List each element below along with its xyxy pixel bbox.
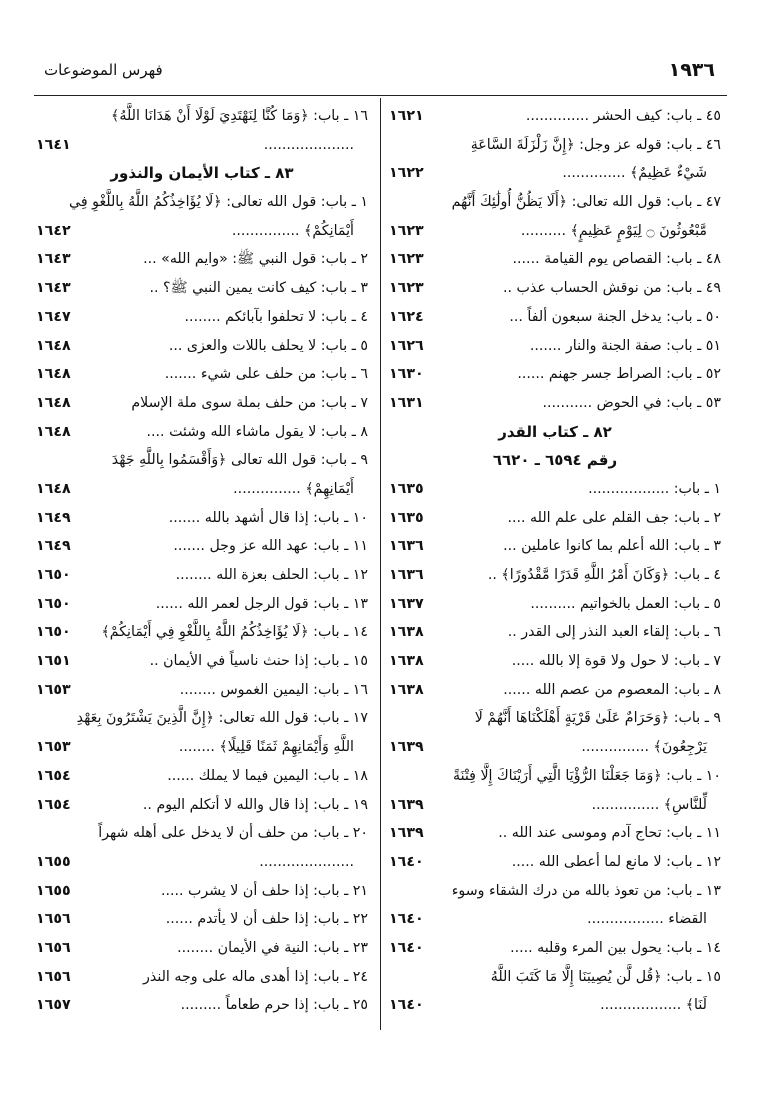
- entry-title: ٥٠ ـ باب: يدخل الجنة سبعون ألفاً ...: [509, 308, 721, 325]
- entry-title: ١٩ ـ باب: إذا قال والله لا أتكلم اليوم ..: [142, 796, 368, 813]
- index-entry: [36, 360, 368, 389]
- entry-page-number: ١٦٥٣: [36, 739, 71, 756]
- index-entry: [389, 647, 721, 676]
- index-entry: [389, 905, 721, 934]
- entry-title: ١٧ ـ باب: قول الله تعالى: ﴿إِنَّ الَّذِينَ يَشْتَرُونَ بِعَهْدِ: [76, 710, 368, 727]
- entry-title: ١٠ ـ باب: ﴿وَمَا جَعَلْنَا الرُّؤْيَا الَّتِي أَرَيْنَاكَ إِلَّا فِتْنَةً: [452, 767, 721, 784]
- entry-title: ٩ ـ باب: قول الله تعالى ﴿وَأَقْسَمُوا بِاللَّهِ جَهْدَ: [111, 452, 368, 469]
- index-entry: [389, 159, 721, 188]
- entry-title: ٧ ـ باب: لا حول ولا قوة إلا بالله .....: [511, 653, 721, 670]
- entry-page-number: ١٦٣٨: [389, 653, 424, 670]
- entry-page-number: ١٦٢٦: [389, 337, 424, 354]
- entry-page-number: ١٦٤٩: [36, 509, 71, 526]
- index-entry: [389, 733, 721, 762]
- index-entry: [389, 934, 721, 963]
- index-entry: [389, 475, 721, 504]
- entry-title: ٤ ـ باب: لا تحلفوا بآبائكم ........: [184, 308, 368, 325]
- index-entry: [36, 332, 368, 361]
- entry-page-number: ١٦٤٢: [36, 222, 71, 239]
- entry-page-number: ١٦٥٥: [36, 853, 71, 870]
- index-entry: [36, 791, 368, 820]
- index-entry: [36, 131, 368, 160]
- entry-title: ٦ ـ باب: إلقاء العبد النذر إلى القدر ..: [507, 624, 721, 641]
- column-divider: [380, 98, 381, 1030]
- index-entry: [36, 504, 368, 533]
- entry-page-number: ١٦٥٠: [36, 567, 71, 583]
- entry-title: .....................: [259, 853, 354, 870]
- entry-title: مَّبْعُوثُونَ ۝ لِيَوْمٍ عَظِيمٍ﴾ ..........: [520, 222, 707, 239]
- entry-title: ٤ ـ باب: ﴿وَكَانَ أَمْرُ اللَّهِ قَدَرًا مَّقْدُورًا﴾ ..: [487, 567, 721, 583]
- entry-title: ٢٠ ـ باب: من حلف أن لا يدخل على أهله شهراً: [98, 825, 368, 842]
- index-entry: [389, 561, 721, 590]
- index-entry: [36, 389, 368, 418]
- entry-page-number: ١٦٣٥: [389, 509, 424, 526]
- entry-title: ١ ـ باب: ..................: [588, 480, 721, 497]
- entry-title: ٤٨ ـ باب: القصاص يوم القيامة ......: [512, 251, 721, 268]
- entry-title: يَرْجِعُونَ﴾ ...............: [581, 739, 707, 756]
- entry-title: ٣ ـ باب: كيف كانت يمين النبي ﷺ؟ ..: [149, 280, 368, 297]
- index-entry: [36, 762, 368, 791]
- entry-title: ٢١ ـ باب: إذا حلف أن لا يشرب .....: [160, 882, 368, 899]
- entry-title: ٢٣ ـ باب: النية في الأيمان ........: [177, 939, 368, 956]
- entry-page-number: ١٦٥٤: [36, 767, 71, 784]
- entry-page-number: ١٦٤٨: [36, 423, 71, 440]
- entry-page-number: ١٦٢٣: [389, 251, 424, 268]
- entry-page-number: ١٦٤٠: [389, 853, 424, 870]
- index-entry: [389, 532, 721, 561]
- entry-page-number: ١٦٤٨: [36, 480, 71, 497]
- index-entry: [389, 877, 721, 906]
- index-entry: [389, 991, 721, 1020]
- entry-page-number: ١٦٢٣: [389, 222, 424, 239]
- index-column-right: [389, 102, 721, 1020]
- entry-title: لِّلنَّاسِ﴾ ...............: [591, 796, 707, 813]
- entry-page-number: ١٦٥٤: [36, 796, 71, 813]
- entry-page-number: ١٦٣٩: [389, 739, 424, 756]
- entry-page-number: ١٦٤٣: [36, 280, 71, 297]
- entry-title: أَيْمَانِكُمْ﴾ ...............: [231, 222, 354, 239]
- index-entry: [36, 561, 368, 590]
- entry-page-number: ١٦٥٦: [36, 911, 71, 928]
- entry-page-number: ١٦٥٥: [36, 882, 71, 899]
- entry-page-number: ١٦٥٦: [36, 968, 71, 985]
- index-entry: [36, 245, 368, 274]
- entry-page-number: ١٦٤٨: [36, 337, 71, 354]
- running-title: فهرس الموضوعات: [44, 61, 163, 79]
- entry-page-number: ١٦٣٨: [389, 681, 424, 698]
- entry-page-number: ١٦٣٦: [389, 538, 424, 555]
- entry-title: ٥ ـ باب: لا يحلف باللات والعزى ...: [168, 337, 368, 354]
- entry-title: ٤٥ ـ باب: كيف الحشر ..............: [525, 108, 721, 124]
- entry-title: ١٠ ـ باب: إذا قال أشهد بالله .......: [168, 509, 368, 526]
- entry-title: ٢٢ ـ باب: إذا حلف أن لا يأتدم ......: [165, 911, 368, 928]
- entry-page-number: ١٦٤٩: [36, 538, 71, 555]
- index-entry: [389, 102, 721, 131]
- index-entry: [389, 303, 721, 332]
- entry-page-number: ١٦٤٠: [389, 939, 424, 956]
- index-entry: [36, 618, 368, 647]
- index-entry: [389, 245, 721, 274]
- entry-title: ١٢ ـ باب: الحلف بعزة الله ........: [175, 567, 368, 583]
- index-entry: [389, 504, 721, 533]
- section-heading: ٨٢ ـ كتاب القدر: [498, 422, 612, 441]
- entry-title: ٧ ـ باب: من حلف بملة سوى ملة الإسلام: [131, 394, 368, 411]
- header-rule: [34, 95, 727, 96]
- index-entry: [36, 676, 368, 705]
- index-entry: [389, 963, 721, 992]
- entry-page-number: ١٦٢١: [389, 108, 424, 124]
- index-entry: [389, 762, 721, 791]
- entry-title: أَيْمَانِهِمْ﴾ ...............: [233, 480, 354, 497]
- index-column-left: [36, 102, 368, 1020]
- entry-page-number: ١٦٣٥: [389, 480, 424, 497]
- entry-title: لَنَا﴾ ..................: [600, 997, 707, 1014]
- index-entry: [389, 590, 721, 619]
- entry-title: ١٥ ـ باب: ﴿قُل لَّن يُصِيبَنَا إِلَّا مَا كَتَبَ اللَّهُ: [490, 968, 721, 985]
- section-heading: ٨٣ ـ كتاب الأيمان والنذور: [110, 164, 294, 183]
- entry-page-number: ١٦٣١: [389, 394, 424, 411]
- entry-page-number: ١٦٥٠: [36, 624, 71, 641]
- entry-title: ٥ ـ باب: العمل بالخواتيم ..........: [530, 595, 721, 612]
- index-entry: [389, 791, 721, 820]
- entry-title: ٢ ـ باب: قول النبي ﷺ: «وايم الله» ...: [143, 251, 368, 268]
- page-header: [30, 55, 727, 89]
- entry-page-number: ١٦٢٢: [389, 165, 424, 182]
- entry-page-number: ١٦٢٤: [389, 308, 424, 325]
- index-entry: [36, 819, 368, 848]
- entry-title: ١٢ ـ باب: لا مانع لما أعطى الله .....: [511, 853, 721, 870]
- index-entry: [36, 303, 368, 332]
- entry-page-number: ١٦٣٠: [389, 366, 424, 383]
- entry-page-number: ١٦٥٠: [36, 595, 71, 612]
- entry-title: ١٨ ـ باب: اليمين فيما لا يملك ......: [167, 767, 368, 784]
- entry-page-number: ١٦٤٠: [389, 997, 424, 1014]
- entry-title: ٣ ـ باب: الله أعلم بما كانوا عاملين ...: [503, 538, 721, 555]
- index-entry: [36, 647, 368, 676]
- entry-page-number: ١٦٥١: [36, 653, 71, 670]
- entry-page-number: ١٦٣٦: [389, 567, 424, 583]
- index-entry: [36, 704, 368, 733]
- entry-title: ....................: [263, 136, 354, 153]
- entry-title: ٥١ ـ باب: صفة الجنة والنار .......: [529, 337, 721, 354]
- index-entry: [389, 332, 721, 361]
- entry-title: ٨ ـ باب: لا يقول ماشاء الله وشئت ....: [146, 423, 368, 440]
- entry-title: ٤٦ ـ باب: قوله عز وجل: ﴿إِنَّ زَلْزَلَةَ السَّاعَةِ: [470, 136, 721, 153]
- entry-page-number: ١٦٣٩: [389, 796, 424, 813]
- index-entry: [36, 446, 368, 475]
- entry-title: ١٤ ـ باب: ﴿لَا يُؤَاخِذُكُمُ اللَّهُ بِاللَّغْوِ فِي أَيْمَانِكُمْ﴾: [101, 624, 368, 641]
- entry-title: ١ ـ باب: قول الله تعالى: ﴿لَا يُؤَاخِذُكُمُ اللَّهُ بِاللَّغْوِ فِي: [69, 194, 368, 211]
- index-entry: [36, 590, 368, 619]
- entry-page-number: ١٦٥٧: [36, 997, 71, 1014]
- entry-title: شَيْءٌ عَظِيمٌ﴾ ..............: [562, 165, 707, 182]
- index-entry: [36, 848, 368, 877]
- entry-page-number: ١٦٣٧: [389, 595, 424, 612]
- index-entry: [389, 618, 721, 647]
- index-entry: [36, 418, 368, 447]
- entry-title: ٥٢ ـ باب: الصراط جسر جهنم ......: [517, 366, 721, 383]
- index-entry: [36, 217, 368, 246]
- index-entry: [389, 819, 721, 848]
- entry-page-number: ١٦٤١: [36, 136, 71, 153]
- index-entry: [36, 274, 368, 303]
- entry-title: ٢٤ ـ باب: إذا أهدى ماله على وجه النذر: [143, 968, 368, 985]
- entry-title: ١١ ـ باب: عهد الله عز وجل .......: [173, 538, 368, 555]
- index-entry: [36, 475, 368, 504]
- page-number: ١٩٣٦: [668, 59, 715, 81]
- index-entry: [389, 848, 721, 877]
- entry-page-number: ١٦٥٦: [36, 939, 71, 956]
- entry-page-number: ١٦٥٣: [36, 681, 71, 698]
- index-entry: [389, 389, 721, 418]
- entry-page-number: ١٦٤٨: [36, 394, 71, 411]
- entry-title: ٤٩ ـ باب: من نوقش الحساب عذب ..: [503, 280, 721, 297]
- entry-page-number: ١٦٤٣: [36, 251, 71, 268]
- index-entry: [389, 274, 721, 303]
- entry-title: ١٦ ـ باب: ﴿وَمَا كُنَّا لِنَهْتَدِيَ لَوْلَا أَنْ هَدَانَا اللَّهُ﴾: [111, 108, 368, 124]
- index-entry: [36, 905, 368, 934]
- index-entry: [36, 877, 368, 906]
- entry-title: ١٣ ـ باب: من تعوذ بالله من درك الشقاء وسوء: [451, 882, 721, 899]
- index-entry: [36, 532, 368, 561]
- entry-page-number: ١٦٤٨: [36, 366, 71, 383]
- index-entry: [36, 733, 368, 762]
- entry-page-number: ١٦٣٩: [389, 825, 424, 842]
- index-entry: [36, 991, 368, 1020]
- entry-title: ٦ ـ باب: من حلف على شيء .......: [164, 366, 368, 383]
- section-heading: رقم ٦٥٩٤ ـ ٦٦٢٠: [492, 451, 618, 470]
- index-entry: [389, 188, 721, 217]
- entry-title: ٩ ـ باب: ﴿وَحَرَامٌ عَلَىٰ قَرْيَةٍ أَهْلَكْنَاهَا أَنَّهُمْ لَا: [474, 710, 721, 727]
- index-entry: [36, 934, 368, 963]
- entry-page-number: ١٦٣٨: [389, 624, 424, 641]
- entry-title: ١١ ـ باب: تحاج آدم وموسى عند الله ..: [498, 825, 721, 842]
- entry-title: ١٤ ـ باب: يحول بين المرء وقلبه .....: [510, 939, 721, 956]
- index-entry: [36, 102, 368, 131]
- entry-title: ٢ ـ باب: جف القلم على علم الله ....: [507, 509, 721, 526]
- entry-title: القضاء .................: [587, 911, 707, 928]
- entry-title: ٤٧ ـ باب: قول الله تعالى: ﴿أَلَا يَظُنُّ أُولَٰئِكَ أَنَّهُم: [451, 194, 721, 211]
- entry-title: ١٣ ـ باب: قول الرجل لعمر الله ......: [155, 595, 368, 612]
- entry-title: ١٦ ـ باب: اليمين الغموس ........: [179, 681, 368, 698]
- entry-page-number: ١٦٤٧: [36, 308, 71, 325]
- entry-page-number: ١٦٤٠: [389, 911, 424, 928]
- entry-title: ٨ ـ باب: المعصوم من عصم الله ......: [503, 681, 721, 698]
- index-entry: [389, 704, 721, 733]
- index-entry: [389, 360, 721, 389]
- entry-title: ١٥ ـ باب: إذا حنث ناسياً في الأيمان ..: [149, 653, 368, 670]
- index-entry: [36, 188, 368, 217]
- index-entry: [389, 217, 721, 246]
- entry-title: اللَّهِ وَأَيْمَانِهِمْ ثَمَنًا قَلِيلًا﴾ ........: [178, 739, 354, 756]
- entry-title: ٥٣ ـ باب: في الحوض ...........: [542, 394, 721, 411]
- index-entry: [389, 131, 721, 160]
- index-entry: [389, 676, 721, 705]
- entry-page-number: ١٦٢٣: [389, 280, 424, 297]
- index-entry: [36, 963, 368, 992]
- entry-title: ٢٥ ـ باب: إذا حرم طعاماً .........: [180, 997, 368, 1014]
